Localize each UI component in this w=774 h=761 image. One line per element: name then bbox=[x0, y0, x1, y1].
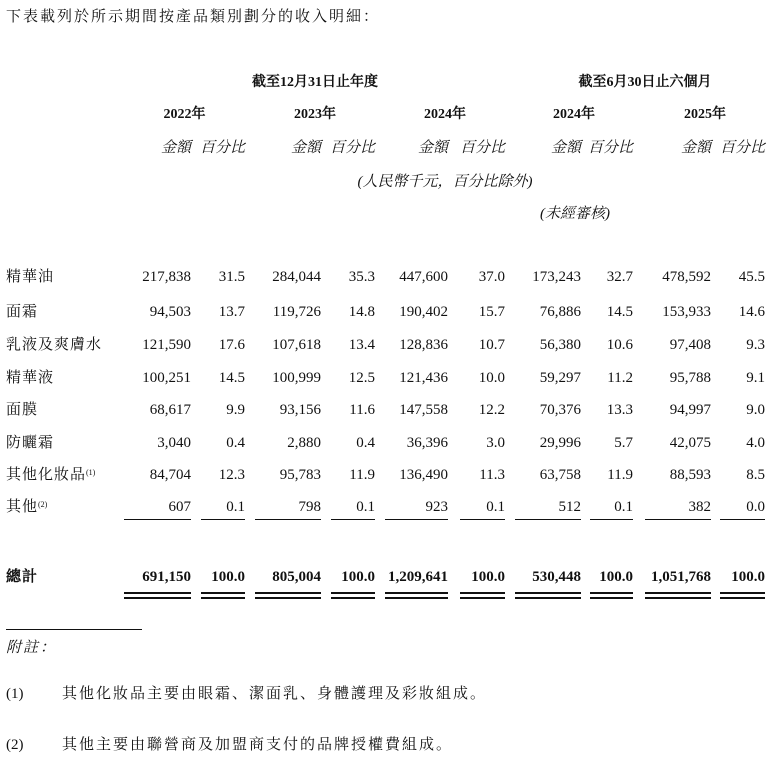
note-2-number: (2) bbox=[6, 737, 24, 753]
row-label: 乳液及爽膚水 bbox=[6, 337, 103, 353]
table-cell: 68,617 bbox=[149, 402, 191, 418]
total-double-underline bbox=[590, 597, 633, 599]
table-cell: 0.1 bbox=[614, 499, 633, 515]
header-amount: 金額 bbox=[290, 140, 321, 156]
table-cell: 35.3 bbox=[348, 269, 375, 285]
total-double-underline bbox=[201, 592, 245, 594]
table-cell: 12.2 bbox=[478, 402, 505, 418]
table-cell: 284,044 bbox=[272, 269, 321, 285]
table-cell: 121,436 bbox=[399, 370, 448, 386]
table-cell: 10.6 bbox=[606, 337, 633, 353]
total-label: 總計 bbox=[6, 569, 39, 585]
total-double-underline bbox=[385, 592, 448, 594]
subtotal-underline bbox=[590, 519, 633, 520]
table-cell: 13.3 bbox=[606, 402, 633, 418]
total-double-underline bbox=[255, 597, 321, 599]
table-cell: 13.4 bbox=[348, 337, 375, 353]
total-cell: 100.0 bbox=[599, 569, 633, 585]
table-cell: 95,788 bbox=[669, 370, 711, 386]
header-year: 2024年 bbox=[553, 107, 595, 122]
table-cell: 94,503 bbox=[149, 304, 191, 320]
table-cell: 93,156 bbox=[279, 402, 321, 418]
total-double-underline bbox=[645, 597, 711, 599]
table-cell: 9.9 bbox=[226, 402, 245, 418]
total-cell: 530,448 bbox=[532, 569, 581, 585]
notes-divider bbox=[6, 629, 142, 630]
table-cell: 29,996 bbox=[539, 435, 581, 451]
table-cell: 95,783 bbox=[279, 467, 321, 483]
table-cell: 42,075 bbox=[669, 435, 711, 451]
subtotal-underline bbox=[124, 519, 191, 520]
table-cell: 121,590 bbox=[142, 337, 191, 353]
table-cell: 31.5 bbox=[218, 269, 245, 285]
total-cell: 100.0 bbox=[471, 569, 505, 585]
table-cell: 923 bbox=[425, 499, 448, 515]
total-double-underline bbox=[720, 597, 765, 599]
subtotal-underline bbox=[331, 519, 375, 520]
row-label: 其他化妝品 bbox=[6, 467, 87, 483]
notes-title: 附註： bbox=[6, 640, 58, 656]
header-amount: 金額 bbox=[550, 140, 581, 156]
table-cell: 153,933 bbox=[662, 304, 711, 320]
total-double-underline bbox=[645, 592, 711, 594]
table-cell: 0.0 bbox=[746, 499, 765, 515]
total-double-underline bbox=[590, 592, 633, 594]
table-cell: 12.5 bbox=[348, 370, 375, 386]
table-cell: 3,040 bbox=[157, 435, 191, 451]
note-2-text: 其他主要由聯營商及加盟商支付的品牌授權費組成。 bbox=[62, 737, 454, 753]
table-cell: 13.7 bbox=[218, 304, 245, 320]
table-cell: 128,836 bbox=[399, 337, 448, 353]
table-cell: 9.0 bbox=[746, 402, 765, 418]
row-label: 面霜 bbox=[6, 304, 39, 320]
table-cell: 12.3 bbox=[218, 467, 245, 483]
total-cell: 1,209,641 bbox=[388, 569, 448, 585]
unit-note: (人民幣千元，百分比除外) bbox=[357, 174, 533, 190]
row-label: 面膜 bbox=[6, 402, 39, 418]
intro-text: 下表載列於所示期間按產品類別劃分的收入明細： bbox=[6, 9, 381, 25]
table-cell: 4.0 bbox=[746, 435, 765, 451]
table-cell: 11.9 bbox=[607, 467, 633, 483]
table-cell: 447,600 bbox=[399, 269, 448, 285]
total-double-underline bbox=[460, 597, 505, 599]
footnote-ref: (1) bbox=[86, 468, 96, 477]
total-cell: 100.0 bbox=[211, 569, 245, 585]
table-cell: 173,243 bbox=[532, 269, 581, 285]
table-cell: 63,758 bbox=[539, 467, 581, 483]
row-label: 其他 bbox=[6, 499, 39, 515]
total-double-underline bbox=[124, 592, 191, 594]
header-year: 2025年 bbox=[684, 107, 726, 122]
table-cell: 2,880 bbox=[287, 435, 321, 451]
table-cell: 14.6 bbox=[738, 304, 765, 320]
table-cell: 11.3 bbox=[479, 467, 505, 483]
table-cell: 8.5 bbox=[746, 467, 765, 483]
row-label: 精華油 bbox=[6, 269, 55, 285]
subtotal-underline bbox=[255, 519, 321, 520]
table-cell: 798 bbox=[298, 499, 321, 515]
header-group-six-months: 截至6月30日止六個月 bbox=[578, 75, 712, 90]
table-cell: 76,886 bbox=[539, 304, 581, 320]
table-cell: 17.6 bbox=[218, 337, 245, 353]
header-amount: 金額 bbox=[417, 140, 448, 156]
total-cell: 691,150 bbox=[142, 569, 191, 585]
table-cell: 45.5 bbox=[738, 269, 765, 285]
table-cell: 0.1 bbox=[356, 499, 375, 515]
header-year: 2023年 bbox=[294, 107, 336, 122]
subtotal-underline bbox=[201, 519, 245, 520]
subtotal-underline bbox=[645, 519, 711, 520]
total-cell: 1,051,768 bbox=[651, 569, 711, 585]
total-cell: 805,004 bbox=[272, 569, 321, 585]
table-cell: 136,490 bbox=[399, 467, 448, 483]
table-cell: 0.1 bbox=[226, 499, 245, 515]
total-double-underline bbox=[515, 592, 581, 594]
header-year: 2022年 bbox=[163, 107, 206, 122]
table-cell: 107,618 bbox=[272, 337, 321, 353]
table-cell: 9.1 bbox=[746, 370, 765, 386]
table-cell: 11.6 bbox=[349, 402, 375, 418]
header-percent: 百分比 bbox=[719, 140, 765, 156]
table-cell: 0.4 bbox=[226, 435, 245, 451]
table-cell: 15.7 bbox=[478, 304, 505, 320]
table-cell: 59,297 bbox=[539, 370, 581, 386]
table-cell: 11.9 bbox=[349, 467, 375, 483]
total-double-underline bbox=[720, 592, 765, 594]
table-cell: 100,999 bbox=[272, 370, 321, 386]
table-cell: 14.5 bbox=[606, 304, 633, 320]
table-cell: 9.3 bbox=[746, 337, 765, 353]
table-cell: 147,558 bbox=[399, 402, 448, 418]
table-cell: 11.2 bbox=[607, 370, 633, 386]
note-1-number: (1) bbox=[6, 686, 24, 702]
row-label: 防曬霜 bbox=[6, 435, 55, 451]
subtotal-underline bbox=[515, 519, 581, 520]
table-cell: 84,704 bbox=[149, 467, 191, 483]
total-double-underline bbox=[331, 592, 375, 594]
table-cell: 10.7 bbox=[478, 337, 505, 353]
total-double-underline bbox=[460, 592, 505, 594]
table-cell: 119,726 bbox=[272, 304, 321, 320]
subtotal-underline bbox=[460, 519, 505, 520]
table-cell: 190,402 bbox=[399, 304, 448, 320]
header-percent: 百分比 bbox=[329, 140, 375, 156]
subtotal-underline bbox=[720, 519, 765, 520]
table-cell: 607 bbox=[168, 499, 191, 515]
header-group-fiscal-year: 截至12月31日止年度 bbox=[252, 75, 378, 90]
header-amount: 金額 bbox=[680, 140, 711, 156]
table-cell: 37.0 bbox=[478, 269, 505, 285]
total-cell: 100.0 bbox=[341, 569, 375, 585]
header-percent: 百分比 bbox=[199, 140, 245, 156]
total-double-underline bbox=[331, 597, 375, 599]
table-cell: 382 bbox=[688, 499, 711, 515]
total-double-underline bbox=[385, 597, 448, 599]
subtotal-underline bbox=[385, 519, 448, 520]
note-1-text: 其他化妝品主要由眼霜、潔面乳、身體護理及彩妝組成。 bbox=[62, 686, 488, 702]
table-cell: 14.5 bbox=[218, 370, 245, 386]
unaudited-note: (未經審核) bbox=[540, 206, 610, 222]
header-amount: 金額 bbox=[160, 140, 191, 156]
table-cell: 217,838 bbox=[142, 269, 191, 285]
table-cell: 478,592 bbox=[662, 269, 711, 285]
table-cell: 56,380 bbox=[539, 337, 581, 353]
header-percent: 百分比 bbox=[459, 140, 505, 156]
total-double-underline bbox=[255, 592, 321, 594]
table-cell: 3.0 bbox=[486, 435, 505, 451]
footnote-ref: (2) bbox=[38, 500, 48, 509]
row-label: 精華液 bbox=[6, 370, 55, 386]
total-double-underline bbox=[515, 597, 581, 599]
table-cell: 70,376 bbox=[539, 402, 581, 418]
table-cell: 32.7 bbox=[606, 269, 633, 285]
table-cell: 97,408 bbox=[669, 337, 711, 353]
total-double-underline bbox=[201, 597, 245, 599]
table-cell: 36,396 bbox=[406, 435, 448, 451]
total-cell: 100.0 bbox=[731, 569, 765, 585]
table-cell: 0.1 bbox=[486, 499, 505, 515]
table-cell: 14.8 bbox=[348, 304, 375, 320]
table-cell: 100,251 bbox=[142, 370, 191, 386]
table-cell: 10.0 bbox=[478, 370, 505, 386]
table-cell: 0.4 bbox=[356, 435, 375, 451]
header-year: 2024年 bbox=[424, 107, 466, 122]
table-cell: 5.7 bbox=[614, 435, 633, 451]
table-cell: 88,593 bbox=[669, 467, 711, 483]
total-double-underline bbox=[124, 597, 191, 599]
table-cell: 512 bbox=[558, 499, 581, 515]
table-cell: 94,997 bbox=[669, 402, 711, 418]
header-percent: 百分比 bbox=[587, 140, 633, 156]
